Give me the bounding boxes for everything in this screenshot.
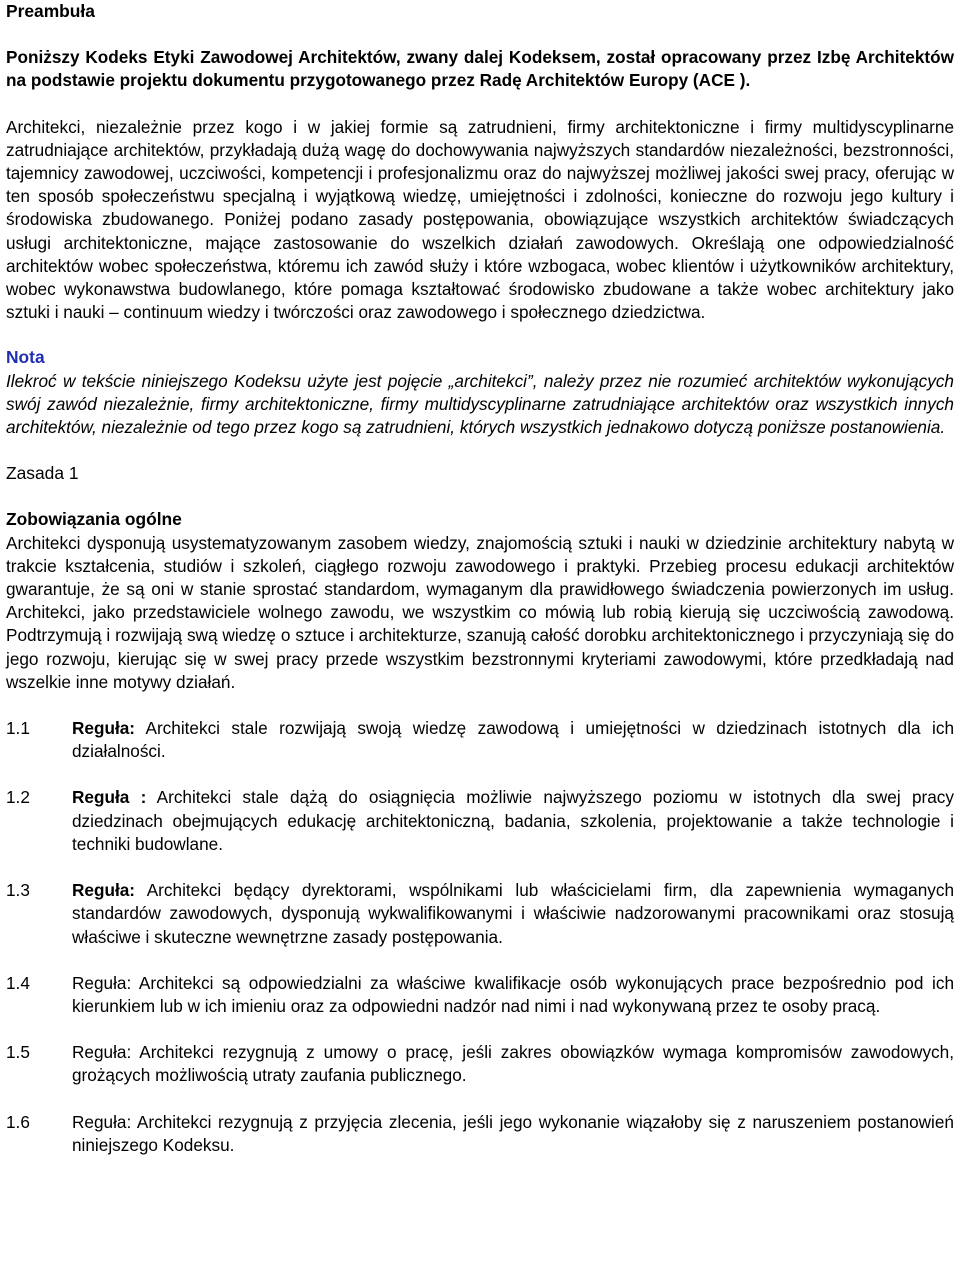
- rule-label: Reguła :: [72, 787, 147, 808]
- rule-text-block: [72, 879, 954, 949]
- rule-text-block: [72, 972, 954, 1018]
- nota-heading: Nota: [6, 347, 45, 368]
- rule-text-block: [72, 1041, 954, 1087]
- zasada-subtitle: Zobowiązania ogólne: [6, 509, 182, 530]
- rule-number: 1.3: [6, 880, 30, 901]
- rule-item: [6, 1041, 954, 1087]
- rule-label: Reguła:: [72, 1111, 132, 1132]
- rule-label: Reguła:: [72, 1042, 132, 1063]
- rule-item: [6, 972, 954, 1018]
- rule-item: [6, 786, 954, 856]
- rule-label: Reguła:: [72, 972, 132, 993]
- rule-number: 1.6: [6, 1111, 30, 1132]
- rule-text: Architekci rezygnują z umowy o pracę, jeśli zakres obowiązków wymaga kompromisów zawodowych, grożących możliwością utraty zaufania publicznego.: [72, 1042, 954, 1086]
- rule-label: Reguła:: [72, 880, 136, 901]
- preamble-body: Architekci, niezależnie przez kogo i w jakiej formie są zatrudnieni, firmy architektoniczne i firmy multidyscyplinarne zatrudniające architektów, przykładają dużą wagę do dochowywania najwyższych standardów niezależności, bezstronności, tajemnicy zawodowej, uczciwości, kompetencji i profesjonalizmu oraz do najwyższej możliwej jakości swej pracy, oferując w ten sposób społeczeństwu specjalną i wyjątkową wiedzę, umiejętności i zdolności, konieczne do rozwoju jego kultury i środowiska zbudowanego. Poniżej podano zasady postępowania, obowiązujące wszystkich architektów świadczących usługi architektoniczne, mające zastosowanie do wszelkich działań zawodowych. Określają one odpowiedzialność architektów wobec społeczeństwa, któremu ich zawód służy i które wzbogaca, wobec klientów i użytkowników architektury, wobec wykonawstwa budowlanego, które pomaga kształtować środowisko zbudowane a także wobec architektury jako sztuki i nauki – continuum wiedzy i twórczości oraz zawodowego i społecznego dziedzictwa.: [6, 116, 954, 323]
- rule-number: 1.1: [6, 718, 30, 739]
- document-page: [6, 0, 954, 1157]
- rule-text: Architekci rezygnują z przyjęcia zlecenia, jeśli jego wykonanie wiązałoby się z naruszeniem postanowień niniejszego Kodeksu.: [72, 1111, 954, 1155]
- rule-item: [6, 1111, 954, 1157]
- rule-item: [6, 879, 954, 949]
- rule-text-block: [72, 1111, 954, 1157]
- rule-number: 1.4: [6, 972, 30, 993]
- zasada-heading: Zasada 1: [6, 463, 79, 484]
- rule-text: Architekci stale dążą do osiągnięcia możliwie najwyższego poziomu w istotnych dla swej pracy dziedzinach obejmujących edukację architektoniczną, badania, szkolenia, projektowanie a także technologie i techniki budowlane.: [72, 787, 954, 854]
- rule-number: 1.5: [6, 1042, 30, 1063]
- preamble-intro: Poniższy Kodeks Etyki Zawodowej Architektów, zwany dalej Kodeksem, został opracowany przez Izbę Architektów na podstawie projektu dokumentu przygotowanego przez Radę Architektów Europy (ACE ).: [6, 47, 954, 91]
- rule-text-block: [72, 717, 954, 763]
- rule-item: [6, 717, 954, 763]
- rule-text-block: [72, 786, 954, 856]
- rule-text: Architekci będący dyrektorami, wspólnikami lub właścicielami firm, dla zapewnienia wymaganych standardów zawodowych, dysponują wykwalifikowanymi i właściwie nadzorowanymi pracownikami oraz stosują właściwe i skuteczne wewnętrzne zasady postępowania.: [72, 880, 954, 947]
- zasada-body: Architekci dysponują usystematyzowanym zasobem wiedzy, znajomością sztuki i nauki w dziedzinie architektury nabytą w trakcie kształcenia, studiów i szkoleń, ciągłego rozwoju zawodowego i praktyki. Przebieg procesu edukacji architektów gwarantuje, że są oni w stanie sprostać standardom, wymaganym dla prawidłowego świadczenia powierzonych im usług. Architekci, jako przedstawiciele wolnego zawodu, we wszystkim co mówią lub robią kierują się uczciwością zawodową. Podtrzymują i rozwijają swą wiedzę o sztuce i architekturze, szanują całość dorobku architektonicznego i przyczyniają się do jego rozwoju, kierując się w swej pracy przede wszystkim bezstronnymi kryteriami zawodowymi, które przedkładają nad wszelkie inne motywy działań.: [6, 532, 954, 692]
- rule-text: Architekci stale rozwijają swoją wiedzę zawodową i umiejętności w dziedzinach istotnych dla ich działalności.: [72, 718, 954, 762]
- rule-label: Reguła:: [72, 718, 136, 739]
- nota-body: Ilekroć w tekście niniejszego Kodeksu użyte jest pojęcie „architekci”, należy przez nie rozumieć architektów wykonujących swój zawód niezależnie, firmy architektoniczne, firmy multidyscyplinarne zatrudniające architektów oraz wszystkich innych architektów, niezależnie od tego przez kogo są zatrudnieni, których wszystkich jednakowo dotyczą poniższe postanowienia.: [6, 370, 954, 438]
- preamble-heading: Preambuła: [6, 1, 95, 21]
- rule-text: Architekci są odpowiedzialni za właściwe kwalifikacje osób wykonujących prace bezpośrednio pod ich kierunkiem lub w ich imieniu oraz za odpowiedni nadzór nad nimi i nad wykonywaną przez te osoby pracą.: [72, 972, 954, 1016]
- rule-number: 1.2: [6, 787, 30, 808]
